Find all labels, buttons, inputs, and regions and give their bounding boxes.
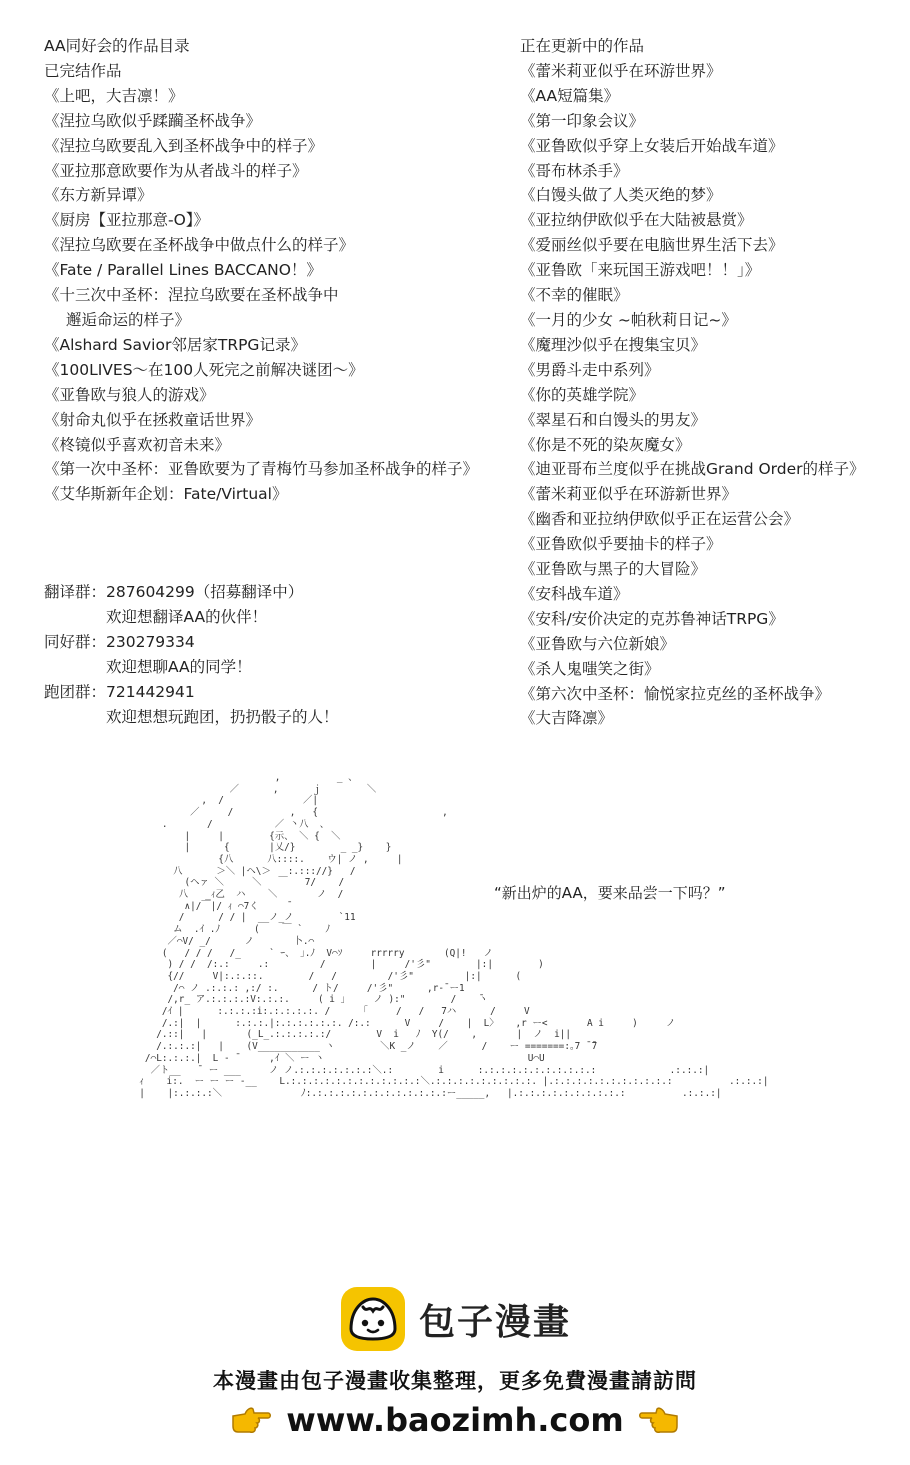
fan-group-label: 同好群： — [44, 633, 107, 651]
list-item: 《亚鲁欧「来玩国王游戏吧！！」》 — [520, 261, 761, 280]
list-item: 《100LIVES～在100人死完之前解决谜团～》 — [44, 360, 364, 379]
list-item: 《蕾米莉亚似乎在环游世界》 — [520, 61, 722, 80]
list-item: 《亚鲁欧与六位新娘》 — [520, 634, 676, 653]
bun-logo-icon — [339, 1285, 407, 1353]
completed-heading: 已完结作品 — [44, 61, 122, 80]
list-item: 《大吉降凛》 — [520, 709, 614, 728]
list-item: 《亚鲁欧与狼人的游戏》 — [44, 385, 215, 404]
list-item: 《你是不死的染灰魔女》 — [520, 435, 691, 454]
ongoing-works-list — [520, 34, 900, 731]
list-item: 《亚鲁欧与黑子的大冒险》 — [520, 560, 707, 579]
list-item: 《厨房【亚拉那意-O】》 — [44, 211, 210, 230]
list-item: 《蕾米莉亚似乎在环游新世界》 — [520, 485, 738, 504]
pointing-right-hand-icon — [230, 1404, 272, 1436]
list-item: 《东方新异谭》 — [44, 186, 153, 205]
list-item: 《涅拉乌欧似乎蹂躏圣杯战争》 — [44, 111, 262, 130]
site-watermark — [0, 1285, 910, 1439]
list-item: 《亚拉纳伊欧似乎在大陆被悬赏》 — [520, 211, 753, 230]
list-item: 《上吧，大吉凛！》 — [44, 86, 184, 105]
run-group-note: 欢迎想想玩跑团，扔扔骰子的人！ — [106, 708, 339, 726]
translate-group-note: 欢迎想翻译AA的伙伴！ — [106, 608, 268, 626]
run-group-label: 跑团群： — [44, 683, 107, 701]
translate-group-number: 287604299（招募翻译中） — [106, 583, 304, 601]
list-item: 《涅拉乌欧要在圣杯战争中做点什么的样子》 — [44, 236, 355, 255]
list-item: 《白馒头做了人类灭绝的梦》 — [520, 186, 722, 205]
list-item: 《安科战车道》 — [520, 584, 629, 603]
list-item: 《哥布林杀手》 — [520, 161, 629, 180]
translate-group-label: 翻译群： — [44, 583, 107, 601]
list-item: 《魔理沙似乎在搜集宝贝》 — [520, 335, 707, 354]
fan-group-note: 欢迎想聊AA的同学！ — [106, 658, 252, 676]
catalog-title: AA同好会的作品目录 — [44, 37, 190, 55]
run-group-number: 721442941 — [106, 683, 195, 701]
group-contacts — [44, 580, 339, 730]
list-item: 《第一印象会议》 — [520, 111, 645, 130]
list-item: 《一月的少女 ~帕秋莉日记~》 — [520, 310, 737, 329]
brand-tagline: 本漫畫由包子漫畫收集整理，更多免費漫畫請訪問 — [213, 1369, 697, 1393]
list-item: 《安科/安价决定的克苏鲁神话TRPG》 — [520, 609, 784, 628]
list-item: 《柊镜似乎喜欢初音未来》 — [44, 435, 231, 454]
list-item: 《杀人鬼嗤笑之街》 — [520, 659, 660, 678]
list-item: 《Alshard Savior邻居家TRPG记录》 — [44, 335, 306, 354]
brand-name: 包子漫畫 — [418, 1301, 571, 1343]
list-item: 《亚鲁欧似乎要抽卡的样子》 — [520, 535, 722, 554]
list-item: 《Fate / Parallel Lines BACCANO！》 — [44, 261, 322, 280]
translate-group-row — [44, 580, 339, 605]
speech-quote: “新出炉的AA，要来品尝一下吗？” — [494, 884, 726, 902]
list-item: 《射命丸似乎在拯救童话世界》 — [44, 410, 262, 429]
ascii-art-illustration: , _ 、 ／ , ｊ ＼ , / ／| ／ / , { , . / ／ 丶八 、 | | {示、 ＼ { ＼ | { |乂/} _ _} } {八 八::::. ウ| ノ , | 八 ＞＼ |ヘ\＞ :.::://} / (ヘァ ＼ ＼ ￣ 7/ / 八 _ｨ乙 ハ ＼ ノ / ∧|/￣|/ ｨ ⌒7く ¯ / / / | __ノ_ノ `11 ム .ｲ .ﾉ ( ￣ ` ﾉ ／⌒V/ _/ ノ 卜.⌒ ( / / / /_ ` ｰ、 ｣.ﾉ V⌒ｿ rrrrry (Q|! ノ ) / / /:.: .: / | /'彡" |:| ) {// V|:.:.::. / / /'彡" |:| ( /⌒ ノ .:.:.: ,:/ :. / ト/ /'彡" ,r‐¯ー1 /,r_ ア.:.:.:.:V:.:.:. ( i ｣ ノ ):" / ̄ヽ /ｲ | :.:.:.:i:.:.:.:.:. / 「 / / 7ハ / V /.:| | :.:.:.|:.:.:.:.:.:. /:.: V / | L〉 ,r ー< A i ) ノ /.::| | (_L_.:.:.:.:.:/ V i ﾉ Y(/ , | ノ i|| /.:.:.:| | (V___________ ヽ ＼K _ノ ／ / ー =======:｡7 ̄ ̄7 /⌒L:.:.:.| L - ¯ ,ｲ ＼ ー ヽ U⌒U ／ト__ ¯ ー ___ ノ ノ.:.:.:.:.:.:.:＼.: i :.:.:.:.:.:.:.:.:.:.: .:.:.:| ｨ i:. ー ー ー -__ L.:.:.:.:.:.:.:.:.:.:.:.:＼.:.:.:.:.:.:.:.:.:. |.:.:.:.:.:.:.:.:.:.:.: .:.:.:| | |:.:.:.:＼ ﾉ:.:.:.:.:.:.:.:.:.:.:.:.:ー_____, |.:.:.:.:.:.:.:.:.:.: .:.:.:| — [139, 772, 769, 1099]
pointing-left-hand-icon — [638, 1404, 680, 1436]
list-item: 《不幸的催眠》 — [520, 286, 629, 305]
list-item: 《涅拉乌欧要乱入到圣杯战争中的样子》 — [44, 136, 324, 155]
site-url-link[interactable]: www.baozimh.com — [286, 1401, 624, 1439]
list-item: 《翠星石和白馒头的男友》 — [520, 410, 707, 429]
list-item: 《AA短篇集》 — [520, 86, 620, 105]
list-item: 《幽香和亚拉纳伊欧似乎正在运营公会》 — [520, 510, 800, 529]
ongoing-heading: 正在更新中的作品 — [520, 37, 645, 55]
list-item: 《十三次中圣杯：涅拉乌欧要在圣杯战争中 — [44, 286, 339, 305]
fan-group-number: 230279334 — [106, 633, 195, 651]
list-item-continued: 邂逅命运的样子》 — [66, 310, 191, 329]
completed-works-list — [44, 34, 494, 507]
list-item: 《亚拉那意欧要作为从者战斗的样子》 — [44, 161, 308, 180]
run-group-row — [44, 680, 339, 705]
list-item: 《男爵斗走中系列》 — [520, 360, 660, 379]
list-item: 《迪亚哥布兰度似乎在挑战Grand Order的样子》 — [520, 460, 865, 479]
list-item: 《第一次中圣杯：亚鲁欧要为了青梅竹马参加圣杯战争的样子》 — [44, 460, 479, 479]
list-item: 《亚鲁欧似乎穿上女装后开始战车道》 — [520, 136, 784, 155]
list-item: 《爱丽丝似乎要在电脑世界生活下去》 — [520, 236, 784, 255]
fan-group-row — [44, 630, 339, 655]
list-item: 《第六次中圣杯：愉悦家拉克丝的圣杯战争》 — [520, 684, 831, 703]
list-item: 《你的英雄学院》 — [520, 385, 645, 404]
list-item: 《艾华斯新年企划：Fate/Virtual》 — [44, 485, 288, 504]
